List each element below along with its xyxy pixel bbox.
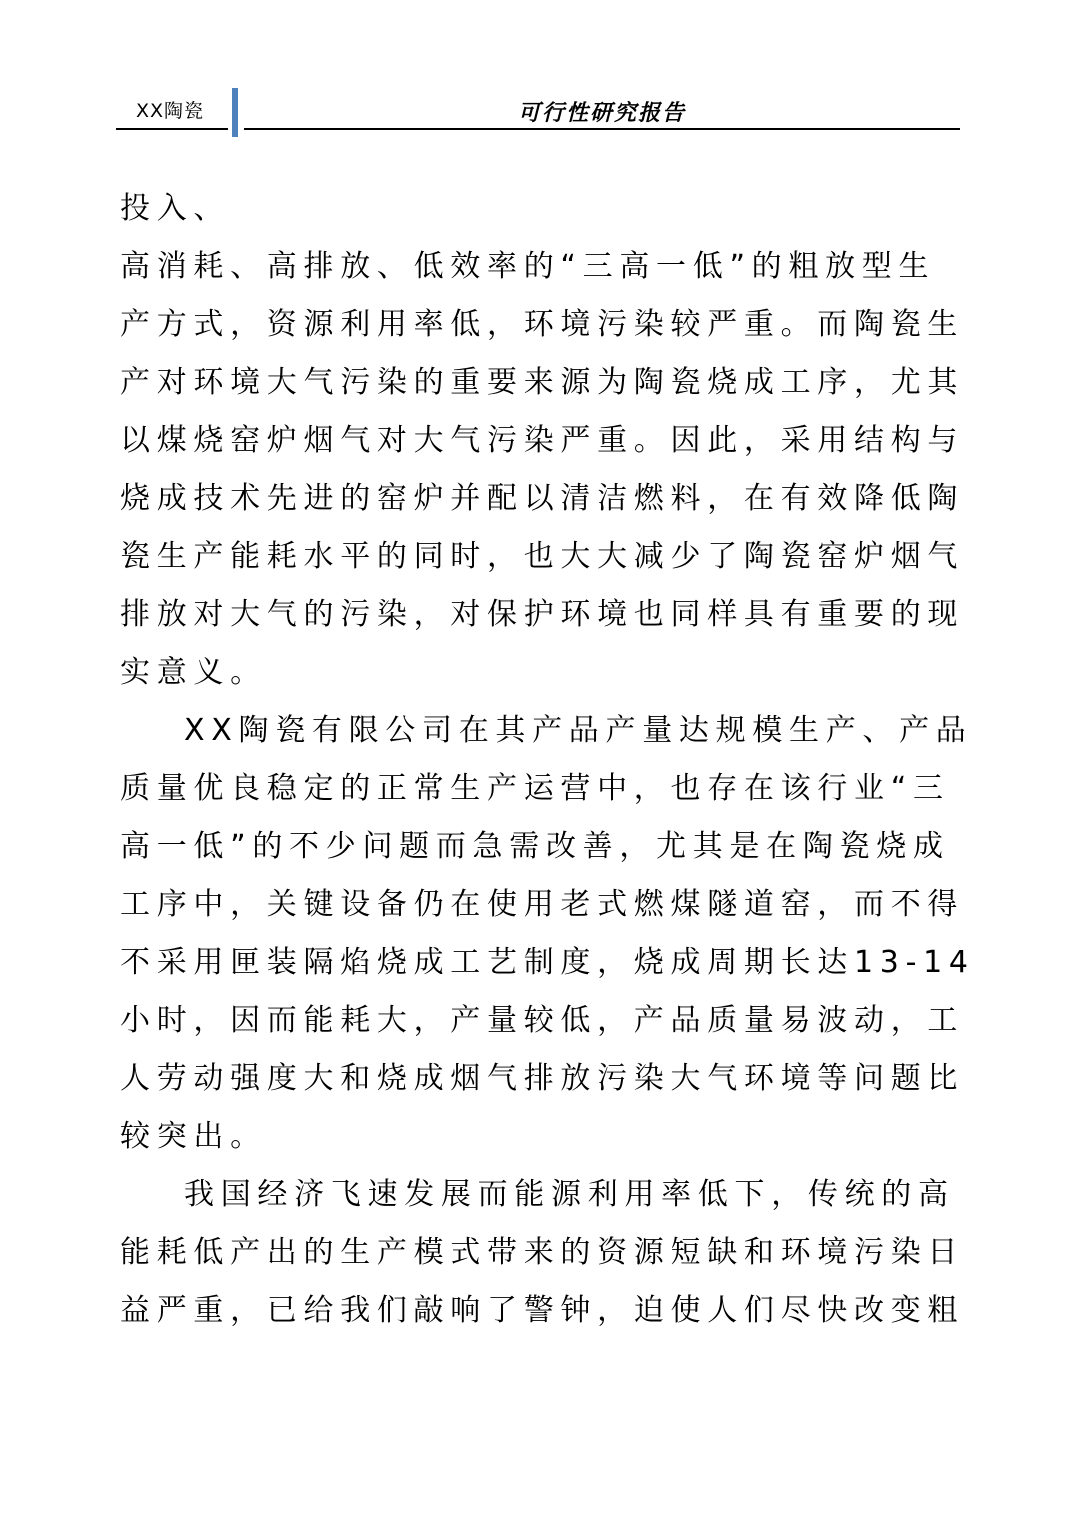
text-line: 烧成技术先进的窑炉并配以清洁燃料，在有效降低陶 <box>120 481 965 516</box>
text-line: 以煤烧窑炉烟气对大气污染严重。因此，采用结构与 <box>120 423 965 458</box>
text-line: 高消耗、高排放、低效率的“三高一低”的粗放型生 <box>120 249 936 284</box>
paragraph-start-line: XX陶瓷有限公司在其产品产量达规模生产、产品 <box>184 713 973 748</box>
text-line: 不采用匣装隔焰烧成工艺制度，烧成周期长达13-14 <box>120 945 975 980</box>
header-company <box>116 92 228 130</box>
text-line: 较突出。 <box>120 1119 267 1154</box>
paragraph-start-line: 我国经济飞速发展而能源利用率低下，传统的高 <box>184 1177 955 1212</box>
document-body <box>120 180 975 1340</box>
text-line: 实意义。 <box>120 655 267 690</box>
text-line: 质量优良稳定的正常生产运营中，也存在该行业“三 <box>120 771 950 806</box>
text-line: 产方式，资源利用率低，环境污染较严重。而陶瓷生 <box>120 307 965 342</box>
text-line: 工序中，关键设备仍在使用老式燃煤隧道窑，而不得 <box>120 887 965 922</box>
text-line: 瓷生产能耗水平的同时，也大大减少了陶瓷窑炉烟气 <box>120 539 965 574</box>
text-line: 能耗低产出的生产模式带来的资源短缺和环境污染日 <box>120 1235 965 1270</box>
text-line: 益严重，已给我们敲响了警钟，迫使人们尽快改变粗 <box>120 1293 965 1328</box>
text-line: 高一低”的不少问题而急需改善，尤其是在陶瓷烧成 <box>120 829 950 864</box>
header-title <box>244 92 960 130</box>
text-line: 人劳动强度大和烧成烟气排放污染大气环境等问题比 <box>120 1061 965 1096</box>
text-line: 小时，因而能耗大，产量较低，产品质量易波动，工 <box>120 1003 965 1038</box>
header-report-title: 可行性研究报告 <box>517 100 686 126</box>
text-line: 产对环境大气污染的重要来源为陶瓷烧成工序，尤其 <box>120 365 965 400</box>
header-accent-bar <box>232 88 238 137</box>
text-line: 排放对大气的污染，对保护环境也同样具有重要的现 <box>120 597 965 632</box>
page-header <box>0 0 1075 140</box>
header-company-name: XX陶瓷 <box>136 100 205 122</box>
text-line: 投入、 <box>120 191 231 226</box>
